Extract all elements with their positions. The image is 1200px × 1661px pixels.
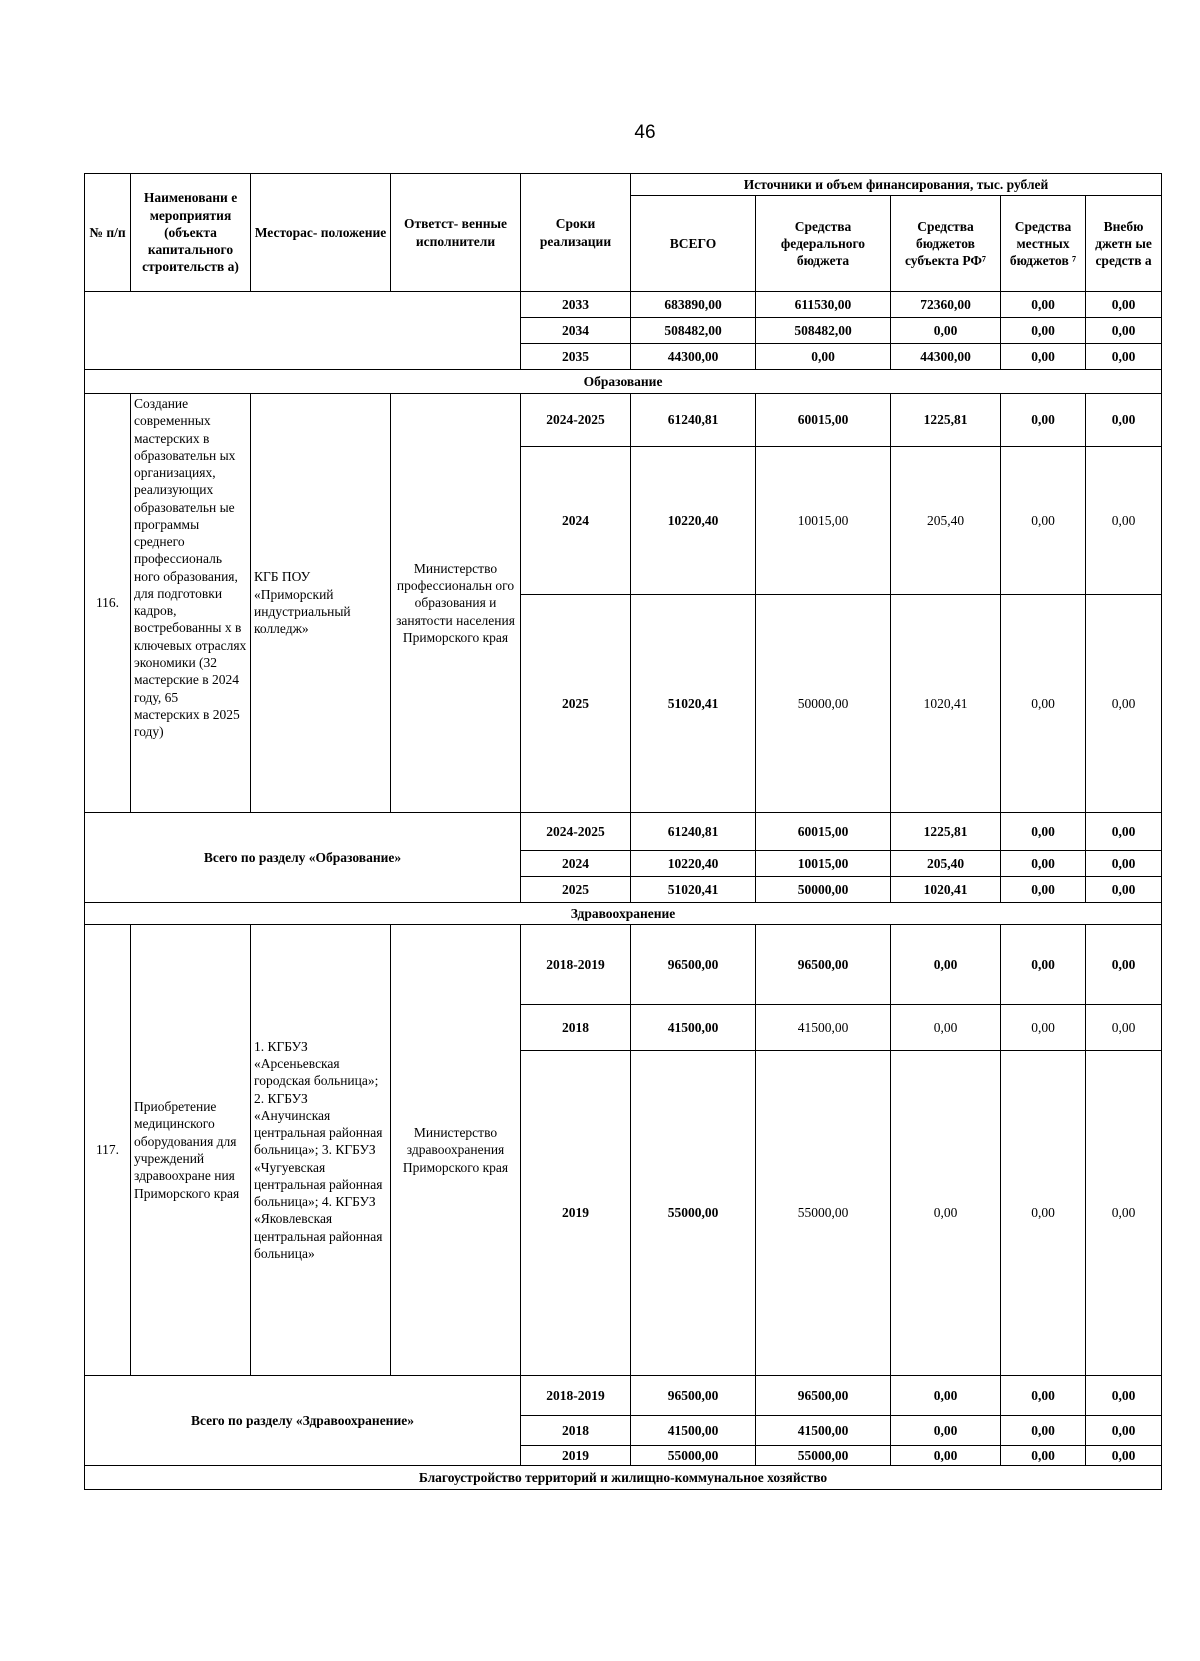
federal-cell: 10015,00 (756, 447, 891, 595)
total-cell: 61240,81 (631, 813, 756, 851)
federal-cell: 0,00 (756, 344, 891, 370)
table-row (85, 292, 1162, 318)
year-cell: 2024-2025 (521, 394, 631, 447)
federal-cell: 60015,00 (756, 394, 891, 447)
local-cell: 0,00 (1001, 1446, 1086, 1466)
year-cell: 2019 (521, 1051, 631, 1376)
item-responsible: Министерство здравоохранения Приморского края (391, 925, 521, 1376)
local-cell: 0,00 (1001, 344, 1086, 370)
regional-cell: 1225,81 (891, 813, 1001, 851)
local-cell: 0,00 (1001, 595, 1086, 813)
section-title-education: Образование (85, 370, 1162, 394)
extra-cell: 0,00 (1086, 394, 1162, 447)
extra-cell: 0,00 (1086, 925, 1162, 1005)
federal-cell: 10015,00 (756, 851, 891, 877)
total-cell: 55000,00 (631, 1051, 756, 1376)
year-cell: 2024 (521, 851, 631, 877)
header-responsible: Ответст- венные исполнители (391, 174, 521, 292)
federal-cell: 41500,00 (756, 1005, 891, 1051)
regional-cell: 0,00 (891, 1005, 1001, 1051)
federal-cell: 55000,00 (756, 1051, 891, 1376)
regional-cell: 205,40 (891, 851, 1001, 877)
extra-cell: 0,00 (1086, 1376, 1162, 1416)
regional-cell: 1020,41 (891, 877, 1001, 903)
section-title-health: Здравоохранение (85, 903, 1162, 925)
extra-cell: 0,00 (1086, 318, 1162, 344)
regional-cell: 44300,00 (891, 344, 1001, 370)
total-cell: 96500,00 (631, 1376, 756, 1416)
total-cell: 10220,40 (631, 851, 756, 877)
regional-cell: 0,00 (891, 925, 1001, 1005)
extra-cell: 0,00 (1086, 595, 1162, 813)
header-federal: Средства федерального бюджета (756, 196, 891, 292)
total-cell: 51020,41 (631, 877, 756, 903)
extra-cell: 0,00 (1086, 851, 1162, 877)
extra-cell: 0,00 (1086, 1051, 1162, 1376)
total-cell: 44300,00 (631, 344, 756, 370)
federal-cell: 50000,00 (756, 877, 891, 903)
extra-cell: 0,00 (1086, 877, 1162, 903)
extra-cell: 0,00 (1086, 1005, 1162, 1051)
total-cell: 51020,41 (631, 595, 756, 813)
local-cell: 0,00 (1001, 851, 1086, 877)
header-sources: Источники и объем финансирования, тыс. рублей (631, 174, 1162, 196)
item-name: Приобретение медицинского оборудования для учреждений здравоохране ния Приморского края (131, 925, 251, 1376)
regional-cell: 0,00 (891, 318, 1001, 344)
header-regional: Средства бюджетов субъекта РФ⁷ (891, 196, 1001, 292)
federal-cell: 55000,00 (756, 1446, 891, 1466)
header-terms: Сроки реализации (521, 174, 631, 292)
total-cell: 508482,00 (631, 318, 756, 344)
item-location: КГБ ПОУ «Приморский индустриальный колледж» (251, 394, 391, 813)
federal-cell: 96500,00 (756, 925, 891, 1005)
year-cell: 2018 (521, 1416, 631, 1446)
header-total: ВСЕГО (631, 196, 756, 292)
extra-cell: 0,00 (1086, 292, 1162, 318)
regional-cell: 0,00 (891, 1376, 1001, 1416)
local-cell: 0,00 (1001, 813, 1086, 851)
header-location: Месторас- положение (251, 174, 391, 292)
page-number: 46 (634, 122, 656, 143)
total-cell: 41500,00 (631, 1416, 756, 1446)
table-row (85, 394, 1162, 447)
federal-cell: 60015,00 (756, 813, 891, 851)
regional-cell: 0,00 (891, 1416, 1001, 1446)
total-cell: 61240,81 (631, 394, 756, 447)
local-cell: 0,00 (1001, 1005, 1086, 1051)
federal-cell: 611530,00 (756, 292, 891, 318)
local-cell: 0,00 (1001, 394, 1086, 447)
federal-cell: 50000,00 (756, 595, 891, 813)
regional-cell: 205,40 (891, 447, 1001, 595)
year-cell: 2025 (521, 877, 631, 903)
local-cell: 0,00 (1001, 292, 1086, 318)
year-cell: 2025 (521, 595, 631, 813)
item-name: Создание современных мастерских в образовательн ых организациях, реализующих образовательн ые программы среднего профессиональ ного образования, для подготовки кадров, востребованны х в ключевых отраслях экономики (32 мастерские в 2024 году, 65 мастерских в 2025 году) (131, 394, 251, 813)
year-cell: 2033 (521, 292, 631, 318)
financing-table (84, 173, 1162, 1490)
regional-cell: 72360,00 (891, 292, 1001, 318)
regional-cell: 0,00 (891, 1051, 1001, 1376)
regional-cell: 1020,41 (891, 595, 1001, 813)
year-cell: 2034 (521, 318, 631, 344)
year-cell: 2024 (521, 447, 631, 595)
year-cell: 2018-2019 (521, 925, 631, 1005)
section-total-label-education: Всего по разделу «Образование» (85, 813, 521, 903)
item-number: 116. (85, 394, 131, 813)
extra-cell: 0,00 (1086, 1446, 1162, 1466)
local-cell: 0,00 (1001, 318, 1086, 344)
federal-cell: 96500,00 (756, 1376, 891, 1416)
table-row (85, 813, 1162, 851)
extra-cell: 0,00 (1086, 447, 1162, 595)
local-cell: 0,00 (1001, 447, 1086, 595)
local-cell: 0,00 (1001, 1416, 1086, 1446)
item-location: 1. КГБУЗ «Арсеньевская городская больница»; 2. КГБУЗ «Анучинская центральная районная больница»; 3. КГБУЗ «Чугуевская центральная районная больница»; 4. КГБУЗ «Яковлевская центральная районная больница» (251, 925, 391, 1376)
year-cell: 2018-2019 (521, 1376, 631, 1416)
year-cell: 2018 (521, 1005, 631, 1051)
header-name: Наименовани е мероприятия (объекта капитального строительств а) (131, 174, 251, 292)
regional-cell: 0,00 (891, 1446, 1001, 1466)
empty-cell (85, 292, 521, 370)
year-cell: 2019 (521, 1446, 631, 1466)
total-cell: 683890,00 (631, 292, 756, 318)
total-cell: 41500,00 (631, 1005, 756, 1051)
year-cell: 2024-2025 (521, 813, 631, 851)
federal-cell: 508482,00 (756, 318, 891, 344)
table-row (85, 1376, 1162, 1416)
local-cell: 0,00 (1001, 925, 1086, 1005)
header-local: Средства местных бюджетов ⁷ (1001, 196, 1086, 292)
section-title-housing: Благоустройство территорий и жилищно-коммунальное хозяйство (85, 1466, 1162, 1490)
extra-cell: 0,00 (1086, 344, 1162, 370)
item-responsible: Министерство профессиональн ого образования и занятости населения Приморского края (391, 394, 521, 813)
extra-cell: 0,00 (1086, 1416, 1162, 1446)
local-cell: 0,00 (1001, 1376, 1086, 1416)
item-number: 117. (85, 925, 131, 1376)
section-total-label-health: Всего по разделу «Здравоохранение» (85, 1376, 521, 1466)
local-cell: 0,00 (1001, 1051, 1086, 1376)
table-row (85, 925, 1162, 1005)
local-cell: 0,00 (1001, 877, 1086, 903)
regional-cell: 1225,81 (891, 394, 1001, 447)
total-cell: 96500,00 (631, 925, 756, 1005)
year-cell: 2035 (521, 344, 631, 370)
total-cell: 55000,00 (631, 1446, 756, 1466)
extra-cell: 0,00 (1086, 813, 1162, 851)
federal-cell: 41500,00 (756, 1416, 891, 1446)
header-extra: Внебю джетн ые средств а (1086, 196, 1162, 292)
total-cell: 10220,40 (631, 447, 756, 595)
header-num: № п/п (85, 174, 131, 292)
